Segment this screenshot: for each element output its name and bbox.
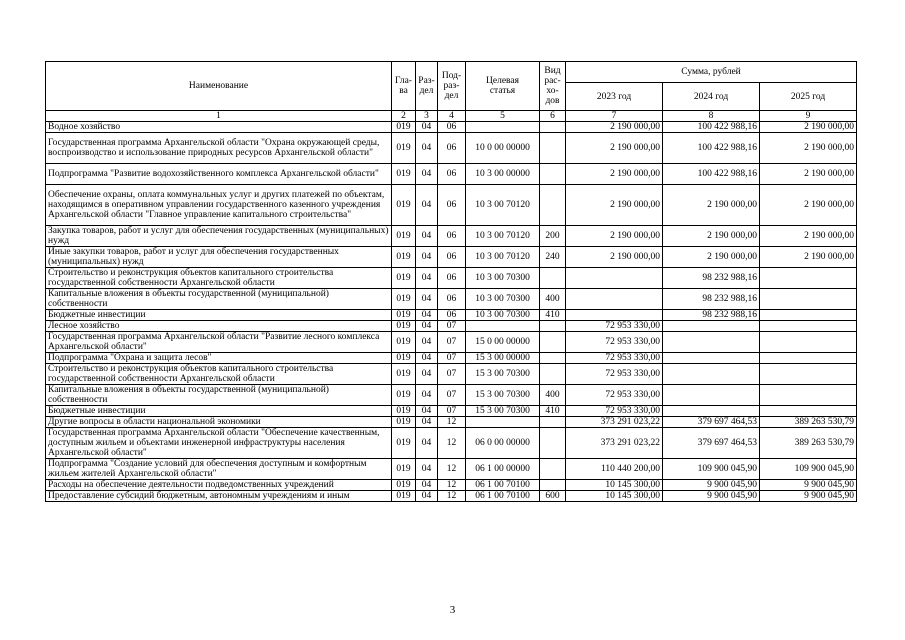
header-vid: Вид рас- хо- дов xyxy=(540,62,566,111)
header-podrazdel: Под- раз- дел xyxy=(438,62,466,111)
row-target: 10 3 00 70300 xyxy=(466,268,540,289)
row-razdel: 04 xyxy=(416,353,438,364)
col-number: 9 xyxy=(760,111,857,122)
row-razdel: 04 xyxy=(416,459,438,480)
row-vid: 410 xyxy=(540,406,566,417)
row-sum-2024: 2 190 000,00 xyxy=(663,185,760,226)
row-podrazdel: 12 xyxy=(438,491,466,502)
header-target: Целевая статья xyxy=(466,62,540,111)
row-name: Бюджетные инвестиции xyxy=(46,406,392,417)
row-glava: 019 xyxy=(392,247,416,268)
row-name: Предоставление субсидий бюджетным, автономным учреждениям и иным xyxy=(46,491,392,502)
col-number: 1 xyxy=(46,111,392,122)
row-podrazdel: 06 xyxy=(438,268,466,289)
table-row xyxy=(46,385,857,406)
table-row xyxy=(46,491,857,502)
row-sum-2023: 2 190 000,00 xyxy=(566,164,663,185)
row-glava: 019 xyxy=(392,459,416,480)
row-sum-2024: 379 697 464,53 xyxy=(663,417,760,428)
row-razdel: 04 xyxy=(416,247,438,268)
row-razdel: 04 xyxy=(416,289,438,310)
row-sum-2025: 2 190 000,00 xyxy=(760,164,857,185)
row-podrazdel: 06 xyxy=(438,185,466,226)
row-name: Строительство и реконструкция объектов капитального строительства государственной собственности Архангельской области xyxy=(46,364,392,385)
row-sum-2025: 2 190 000,00 xyxy=(760,133,857,164)
table-row xyxy=(46,459,857,480)
row-sum-2025: 2 190 000,00 xyxy=(760,185,857,226)
row-vid xyxy=(540,321,566,332)
row-razdel: 04 xyxy=(416,321,438,332)
row-sum-2023: 72 953 330,00 xyxy=(566,321,663,332)
row-sum-2023: 72 953 330,00 xyxy=(566,332,663,353)
row-razdel: 04 xyxy=(416,364,438,385)
row-vid xyxy=(540,480,566,491)
row-podrazdel: 07 xyxy=(438,364,466,385)
row-sum-2023: 2 190 000,00 xyxy=(566,226,663,247)
row-sum-2023: 72 953 330,00 xyxy=(566,406,663,417)
row-razdel: 04 xyxy=(416,332,438,353)
row-sum-2023 xyxy=(566,289,663,310)
row-sum-2023: 72 953 330,00 xyxy=(566,364,663,385)
row-podrazdel: 12 xyxy=(438,459,466,480)
header-2024: 2024 год xyxy=(663,83,760,111)
header-glava: Гла- ва xyxy=(392,62,416,111)
row-sum-2024 xyxy=(663,364,760,385)
row-target: 10 3 00 70120 xyxy=(466,226,540,247)
row-target: 10 3 00 70120 xyxy=(466,247,540,268)
row-vid xyxy=(540,164,566,185)
header-name: Наименование xyxy=(46,62,392,111)
row-sum-2024: 9 900 045,90 xyxy=(663,480,760,491)
row-target: 10 0 00 00000 xyxy=(466,133,540,164)
row-sum-2023: 10 145 300,00 xyxy=(566,491,663,502)
row-glava: 019 xyxy=(392,122,416,133)
row-vid xyxy=(540,417,566,428)
row-name: Подпрограмма "Охрана и защита лесов" xyxy=(46,353,392,364)
row-sum-2023: 2 190 000,00 xyxy=(566,133,663,164)
row-sum-2023: 373 291 023,22 xyxy=(566,428,663,459)
table-row xyxy=(46,268,857,289)
row-sum-2024: 98 232 988,16 xyxy=(663,268,760,289)
row-sum-2023: 110 440 200,00 xyxy=(566,459,663,480)
col-number: 7 xyxy=(566,111,663,122)
row-glava: 019 xyxy=(392,353,416,364)
row-vid: 400 xyxy=(540,385,566,406)
row-target: 15 3 00 70300 xyxy=(466,406,540,417)
header-razdel: Раз- дел xyxy=(416,62,438,111)
row-sum-2025 xyxy=(760,353,857,364)
row-name: Обеспечение охраны, оплата коммунальных услуг и других платежей по объектам, находящимся в оперативном управлении государственного казенного учреждения Архангельской области "Главное управление капитального строительства" xyxy=(46,185,392,226)
budget-table xyxy=(45,61,857,502)
row-name: Водное хозяйство xyxy=(46,122,392,133)
row-vid xyxy=(540,122,566,133)
row-sum-2023: 2 190 000,00 xyxy=(566,185,663,226)
row-sum-2023: 10 145 300,00 xyxy=(566,480,663,491)
row-podrazdel: 07 xyxy=(438,385,466,406)
row-vid: 200 xyxy=(540,226,566,247)
row-sum-2024: 2 190 000,00 xyxy=(663,226,760,247)
table-row xyxy=(46,332,857,353)
row-sum-2025: 389 263 530,79 xyxy=(760,417,857,428)
row-sum-2024 xyxy=(663,385,760,406)
row-target xyxy=(466,122,540,133)
row-razdel: 04 xyxy=(416,385,438,406)
row-target: 10 3 00 70120 xyxy=(466,185,540,226)
row-podrazdel: 07 xyxy=(438,353,466,364)
row-vid xyxy=(540,268,566,289)
header-2023: 2023 год xyxy=(566,83,663,111)
row-sum-2023: 72 953 330,00 xyxy=(566,353,663,364)
row-sum-2025: 109 900 045,90 xyxy=(760,459,857,480)
row-vid xyxy=(540,332,566,353)
row-glava: 019 xyxy=(392,480,416,491)
row-podrazdel: 06 xyxy=(438,133,466,164)
row-razdel: 04 xyxy=(416,164,438,185)
row-vid xyxy=(540,133,566,164)
row-target: 06 1 00 70100 xyxy=(466,491,540,502)
row-razdel: 04 xyxy=(416,406,438,417)
row-name: Государственная программа Архангельской области "Охрана окружающей среды, воспроизводство и использование природных ресурсов Архангельской области" xyxy=(46,133,392,164)
row-target: 15 3 00 70300 xyxy=(466,364,540,385)
row-razdel: 04 xyxy=(416,417,438,428)
row-glava: 019 xyxy=(392,226,416,247)
row-sum-2023 xyxy=(566,268,663,289)
row-target: 10 3 00 70300 xyxy=(466,310,540,321)
row-name: Расходы на обеспечение деятельности подведомственных учреждений xyxy=(46,480,392,491)
row-razdel: 04 xyxy=(416,310,438,321)
row-razdel: 04 xyxy=(416,480,438,491)
row-sum-2025 xyxy=(760,310,857,321)
row-target: 15 3 00 70300 xyxy=(466,385,540,406)
row-name: Закупка товаров, работ и услуг для обеспечения государственных (муниципальных) нужд xyxy=(46,226,392,247)
row-sum-2025 xyxy=(760,321,857,332)
col-number: 4 xyxy=(438,111,466,122)
row-name: Капитальные вложения в объекты государственной (муниципальной) собственности xyxy=(46,289,392,310)
row-glava: 019 xyxy=(392,321,416,332)
row-glava: 019 xyxy=(392,133,416,164)
row-glava: 019 xyxy=(392,164,416,185)
row-glava: 019 xyxy=(392,364,416,385)
table-row xyxy=(46,310,857,321)
row-name: Лесное хозяйство xyxy=(46,321,392,332)
row-name: Капитальные вложения в объекты государственной (муниципальной) собственности xyxy=(46,385,392,406)
row-target: 06 0 00 00000 xyxy=(466,428,540,459)
row-sum-2023: 373 291 023,22 xyxy=(566,417,663,428)
row-sum-2024: 98 232 988,16 xyxy=(663,310,760,321)
col-number: 6 xyxy=(540,111,566,122)
page-number: 3 xyxy=(449,604,456,616)
row-vid: 600 xyxy=(540,491,566,502)
row-sum-2024 xyxy=(663,353,760,364)
row-name: Государственная программа Архангельской области "Обеспечение качественным, доступным жильем и объектами инженерной инфраструктуры населения Архангельской области" xyxy=(46,428,392,459)
row-sum-2025: 2 190 000,00 xyxy=(760,122,857,133)
row-vid xyxy=(540,459,566,480)
row-podrazdel: 06 xyxy=(438,226,466,247)
row-glava: 019 xyxy=(392,428,416,459)
table-row xyxy=(46,417,857,428)
row-razdel: 04 xyxy=(416,226,438,247)
row-sum-2025 xyxy=(760,364,857,385)
row-glava: 019 xyxy=(392,332,416,353)
col-number: 3 xyxy=(416,111,438,122)
row-vid xyxy=(540,353,566,364)
row-razdel: 04 xyxy=(416,428,438,459)
row-sum-2024 xyxy=(663,321,760,332)
row-podrazdel: 06 xyxy=(438,164,466,185)
table-row xyxy=(46,480,857,491)
row-podrazdel: 06 xyxy=(438,122,466,133)
row-glava: 019 xyxy=(392,289,416,310)
row-target: 06 1 00 70100 xyxy=(466,480,540,491)
row-target xyxy=(466,321,540,332)
row-razdel: 04 xyxy=(416,491,438,502)
row-podrazdel: 12 xyxy=(438,428,466,459)
row-name: Государственная программа Архангельской области "Развитие лесного комплекса Архангельской области" xyxy=(46,332,392,353)
table-row xyxy=(46,428,857,459)
row-sum-2023 xyxy=(566,310,663,321)
row-sum-2025: 389 263 530,79 xyxy=(760,428,857,459)
row-glava: 019 xyxy=(392,185,416,226)
row-podrazdel: 07 xyxy=(438,321,466,332)
row-razdel: 04 xyxy=(416,185,438,226)
row-podrazdel: 06 xyxy=(438,310,466,321)
row-sum-2025: 2 190 000,00 xyxy=(760,247,857,268)
table-row xyxy=(46,289,857,310)
row-sum-2025 xyxy=(760,289,857,310)
table-row xyxy=(46,353,857,364)
row-podrazdel: 06 xyxy=(438,247,466,268)
row-name: Подпрограмма "Создание условий для обеспечения доступным и комфортным жильем жителей Архангельской области" xyxy=(46,459,392,480)
column-numbers-row xyxy=(46,111,857,122)
table-row xyxy=(46,364,857,385)
row-glava: 019 xyxy=(392,268,416,289)
row-glava: 019 xyxy=(392,491,416,502)
row-sum-2025: 2 190 000,00 xyxy=(760,226,857,247)
row-podrazdel: 06 xyxy=(438,289,466,310)
row-sum-2025 xyxy=(760,385,857,406)
row-vid: 400 xyxy=(540,289,566,310)
row-sum-2025 xyxy=(760,268,857,289)
row-sum-2023: 2 190 000,00 xyxy=(566,122,663,133)
table-row xyxy=(46,247,857,268)
table-row xyxy=(46,406,857,417)
row-podrazdel: 12 xyxy=(438,417,466,428)
row-sum-2023: 2 190 000,00 xyxy=(566,247,663,268)
row-sum-2025 xyxy=(760,332,857,353)
row-name: Подпрограмма "Развитие водохозяйственного комплекса Архангельской области" xyxy=(46,164,392,185)
header-sum: Сумма, рублей xyxy=(566,62,857,83)
row-glava: 019 xyxy=(392,385,416,406)
table-body xyxy=(46,122,857,502)
row-glava: 019 xyxy=(392,406,416,417)
row-sum-2024: 100 422 988,16 xyxy=(663,122,760,133)
table-row xyxy=(46,185,857,226)
row-name: Другие вопросы в области национальной экономики xyxy=(46,417,392,428)
row-sum-2024: 100 422 988,16 xyxy=(663,133,760,164)
row-vid xyxy=(540,428,566,459)
row-sum-2025: 9 900 045,90 xyxy=(760,491,857,502)
table-row xyxy=(46,164,857,185)
header-2025: 2025 год xyxy=(760,83,857,111)
row-vid xyxy=(540,185,566,226)
row-sum-2024 xyxy=(663,406,760,417)
row-glava: 019 xyxy=(392,417,416,428)
row-sum-2024: 9 900 045,90 xyxy=(663,491,760,502)
row-sum-2025: 9 900 045,90 xyxy=(760,480,857,491)
row-glava: 019 xyxy=(392,310,416,321)
row-razdel: 04 xyxy=(416,268,438,289)
row-razdel: 04 xyxy=(416,122,438,133)
row-sum-2024: 2 190 000,00 xyxy=(663,247,760,268)
row-sum-2024: 100 422 988,16 xyxy=(663,164,760,185)
row-podrazdel: 12 xyxy=(438,480,466,491)
row-podrazdel: 07 xyxy=(438,332,466,353)
row-sum-2024 xyxy=(663,332,760,353)
row-sum-2024: 109 900 045,90 xyxy=(663,459,760,480)
row-razdel: 04 xyxy=(416,133,438,164)
row-target: 10 3 00 00000 xyxy=(466,164,540,185)
col-number: 8 xyxy=(663,111,760,122)
row-vid: 410 xyxy=(540,310,566,321)
row-target: 06 1 00 00000 xyxy=(466,459,540,480)
table-row xyxy=(46,133,857,164)
row-name: Бюджетные инвестиции xyxy=(46,310,392,321)
table-row xyxy=(46,321,857,332)
row-sum-2023: 72 953 330,00 xyxy=(566,385,663,406)
row-name: Иные закупки товаров, работ и услуг для обеспечения государственных (муниципальных) нужд xyxy=(46,247,392,268)
row-target: 15 0 00 00000 xyxy=(466,332,540,353)
table-row xyxy=(46,226,857,247)
col-number: 2 xyxy=(392,111,416,122)
row-podrazdel: 07 xyxy=(438,406,466,417)
row-sum-2025 xyxy=(760,406,857,417)
row-vid: 240 xyxy=(540,247,566,268)
row-target: 15 3 00 00000 xyxy=(466,353,540,364)
row-name: Строительство и реконструкция объектов капитального строительства государственной собственности Архангельской области xyxy=(46,268,392,289)
col-number: 5 xyxy=(466,111,540,122)
row-sum-2024: 379 697 464,53 xyxy=(663,428,760,459)
row-target xyxy=(466,417,540,428)
row-vid xyxy=(540,364,566,385)
table-row xyxy=(46,122,857,133)
row-target: 10 3 00 70300 xyxy=(466,289,540,310)
row-sum-2024: 98 232 988,16 xyxy=(663,289,760,310)
